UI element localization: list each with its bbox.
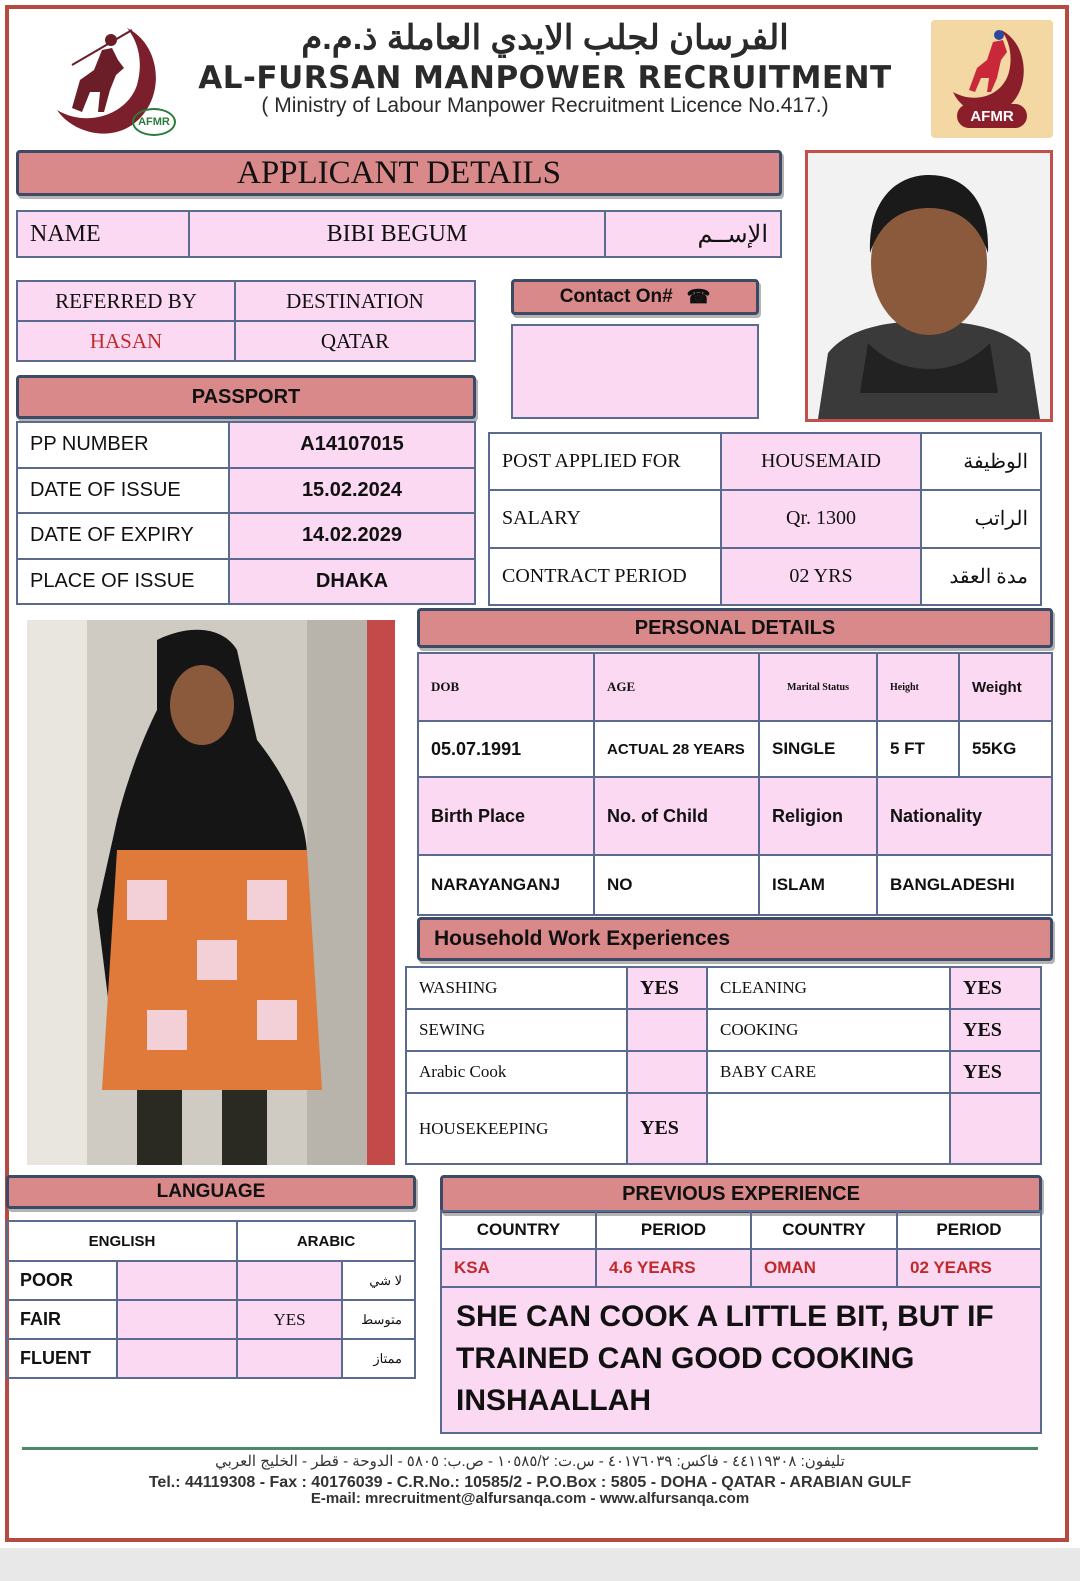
age-header: AGE <box>594 653 759 721</box>
referred-by-label: REFERRED BY <box>17 281 235 321</box>
name-label: NAME <box>17 211 189 257</box>
country-header-2: COUNTRY <box>751 1211 897 1249</box>
name-table <box>16 210 782 258</box>
post-applied-value: HOUSEMAID <box>721 433 921 490</box>
contract-period-value: 02 YRS <box>721 548 921 605</box>
post-table <box>488 432 1042 606</box>
personal-table <box>417 652 1053 916</box>
fluent-english <box>117 1339 237 1378</box>
bottom-strip <box>0 1548 1080 1581</box>
name-value: BIBI BEGUM <box>189 211 605 257</box>
poor-arabic <box>237 1261 342 1300</box>
footer-arabic-line: تليفون: ٤٤١١٩٣٠٨ - فاكس: ٤٠١٧٦٠٣٩ - س.ت: ١٠٥٨٥/٢ - ص.ب: ٥٨٠٥ - الدوحة - قطر - الخليج العربي <box>215 1453 845 1470</box>
contract-period-label: CONTRACT PERIOD <box>489 548 721 605</box>
pp-number-value: A14107015 <box>229 422 475 468</box>
passport-table <box>16 421 476 605</box>
birth-place-value: NARAYANGANJ <box>418 855 594 915</box>
arabic-column-header: ARABIC <box>237 1221 415 1261</box>
fluent-label-arabic: ممتاز <box>342 1339 415 1378</box>
dob-header: DOB <box>418 653 594 721</box>
sewing-value <box>627 1009 707 1051</box>
cooking-value: YES <box>950 1009 1041 1051</box>
arabic-cook-value <box>627 1051 707 1093</box>
cleaning-label: CLEANING <box>707 967 950 1009</box>
marital-status-value: SINGLE <box>759 721 877 777</box>
destination-value: QATAR <box>235 321 475 361</box>
washing-label: WASHING <box>406 967 627 1009</box>
applicant-details-header <box>16 150 782 196</box>
passport-title: PASSPORT <box>191 385 301 408</box>
nationality-header: Nationality <box>877 777 1052 855</box>
applicant-portrait <box>805 150 1053 422</box>
licence-text: ( Ministry of Labour Manpower Recruitment Licence No.417.) <box>261 94 829 117</box>
footer-email-line: E-mail: mrecruitment@alfursanqa.com - www.alfursanqa.com <box>310 1490 750 1507</box>
footer-contact-line: Tel.: 44119308 - Fax : 40176039 - C.R.No.: 10585/2 - P.O.Box : 5805 - DOHA - QATAR - ARABIAN GULF <box>148 1474 912 1491</box>
weight-header: Weight <box>959 653 1052 721</box>
place-of-issue-value: DHAKA <box>229 559 475 605</box>
weight-value: 55KG <box>959 721 1052 777</box>
period-header-2: PERIOD <box>897 1211 1041 1249</box>
phone-icon: ☎ <box>686 286 711 308</box>
personal-details-title: PERSONAL DETAILS <box>634 616 836 639</box>
salary-label: SALARY <box>489 490 721 547</box>
fair-arabic: YES <box>237 1300 342 1339</box>
afmr-logo-text: AFMR <box>970 107 1014 125</box>
language-table <box>6 1220 416 1379</box>
period-header-1: PERIOD <box>596 1211 751 1249</box>
salary-value: Qr. 1300 <box>721 490 921 547</box>
country-header-1: COUNTRY <box>441 1211 596 1249</box>
post-applied-label-arabic: الوظيفة <box>921 433 1041 490</box>
household-work-header <box>417 917 1053 961</box>
post-applied-label: POST APPLIED FOR <box>489 433 721 490</box>
contact-value-box <box>511 324 759 419</box>
height-value: 5 FT <box>877 721 959 777</box>
date-of-expiry-value: 14.02.2029 <box>229 513 475 559</box>
poor-label: POOR <box>7 1261 117 1300</box>
religion-value: ISLAM <box>759 855 877 915</box>
fair-label: FAIR <box>7 1300 117 1339</box>
dob-value: 05.07.1991 <box>418 721 594 777</box>
no-of-child-value: NO <box>594 855 759 915</box>
washing-value: YES <box>627 967 707 1009</box>
referred-by-value: HASAN <box>17 321 235 361</box>
nationality-value: BANGLADESHI <box>877 855 1052 915</box>
baby-care-value: YES <box>950 1051 1041 1093</box>
no-of-child-header: No. of Child <box>594 777 759 855</box>
contact-header <box>511 279 759 315</box>
previous-experience-title: PREVIOUS EXPERIENCE <box>622 1182 860 1205</box>
baby-care-label: BABY CARE <box>707 1051 950 1093</box>
housekeeping-value: YES <box>627 1093 707 1164</box>
fair-label-arabic: متوسط <box>342 1300 415 1339</box>
language-title: LANGUAGE <box>156 1181 266 1202</box>
cleaning-value: YES <box>950 967 1041 1009</box>
salary-label-arabic: الراتب <box>921 490 1041 547</box>
english-column-header: ENGLISH <box>7 1221 237 1261</box>
pp-number-label: PP NUMBER <box>17 422 229 468</box>
previous-experience-table <box>440 1210 1042 1288</box>
fluent-arabic <box>237 1339 342 1378</box>
country-value-1: KSA <box>441 1249 596 1287</box>
experience-note-box <box>440 1286 1042 1434</box>
period-value-2: 02 YEARS <box>897 1249 1041 1287</box>
period-value-1: 4.6 YEARS <box>596 1249 751 1287</box>
fair-english <box>117 1300 237 1339</box>
contact-label: Contact On# <box>559 286 673 307</box>
afmr-badge-text: AFMR <box>138 116 170 128</box>
full-body-person-icon <box>27 620 395 1165</box>
religion-header: Religion <box>759 777 877 855</box>
fluent-label: FLUENT <box>7 1339 117 1378</box>
passport-header <box>16 375 476 419</box>
applicant-details-title: APPLICANT DETAILS <box>236 154 561 191</box>
household-work-title: Household Work Experiences <box>434 927 731 950</box>
cooking-label: COOKING <box>707 1009 950 1051</box>
company-name-english: AL-FURSAN MANPOWER RECRUITMENT <box>198 60 892 96</box>
experience-note: SHE CAN COOK A LITTLE BIT, BUT IF TRAINED CAN GOOD COOKING INSHAALLAH <box>456 1300 994 1417</box>
language-header <box>6 1175 416 1209</box>
footer-divider <box>22 1447 1038 1450</box>
poor-english <box>117 1261 237 1300</box>
date-of-issue-label: DATE OF ISSUE <box>17 468 229 514</box>
portrait-person-icon <box>808 153 1050 419</box>
place-of-issue-label: PLACE OF ISSUE <box>17 559 229 605</box>
marital-status-header: Marital Status <box>759 653 877 721</box>
arabic-cook-label: Arabic Cook <box>406 1051 627 1093</box>
referral-table <box>16 280 476 362</box>
date-of-issue-value: 15.02.2024 <box>229 468 475 514</box>
poor-label-arabic: لا شي <box>342 1261 415 1300</box>
applicant-full-photo <box>27 620 395 1165</box>
company-name-arabic: الفرسان لجلب الايدي العاملة ذ.م.م <box>301 19 789 57</box>
housekeeping-label: HOUSEKEEPING <box>406 1093 627 1164</box>
afmr-badge <box>132 108 176 136</box>
empty-value <box>950 1093 1041 1164</box>
previous-experience-header <box>440 1175 1042 1213</box>
birth-place-header: Birth Place <box>418 777 594 855</box>
name-label-arabic: الإســم <box>605 211 781 257</box>
country-value-2: OMAN <box>751 1249 897 1287</box>
contract-period-label-arabic: مدة العقد <box>921 548 1041 605</box>
company-logo-right <box>931 20 1053 138</box>
destination-label: DESTINATION <box>235 281 475 321</box>
age-value: ACTUAL 28 YEARS <box>594 721 759 777</box>
empty-label <box>707 1093 950 1164</box>
sewing-label: SEWING <box>406 1009 627 1051</box>
personal-details-header <box>417 608 1053 648</box>
height-header: Height <box>877 653 959 721</box>
afmr-logo-badge <box>957 104 1027 128</box>
household-work-table <box>405 966 1042 1165</box>
date-of-expiry-label: DATE OF EXPIRY <box>17 513 229 559</box>
